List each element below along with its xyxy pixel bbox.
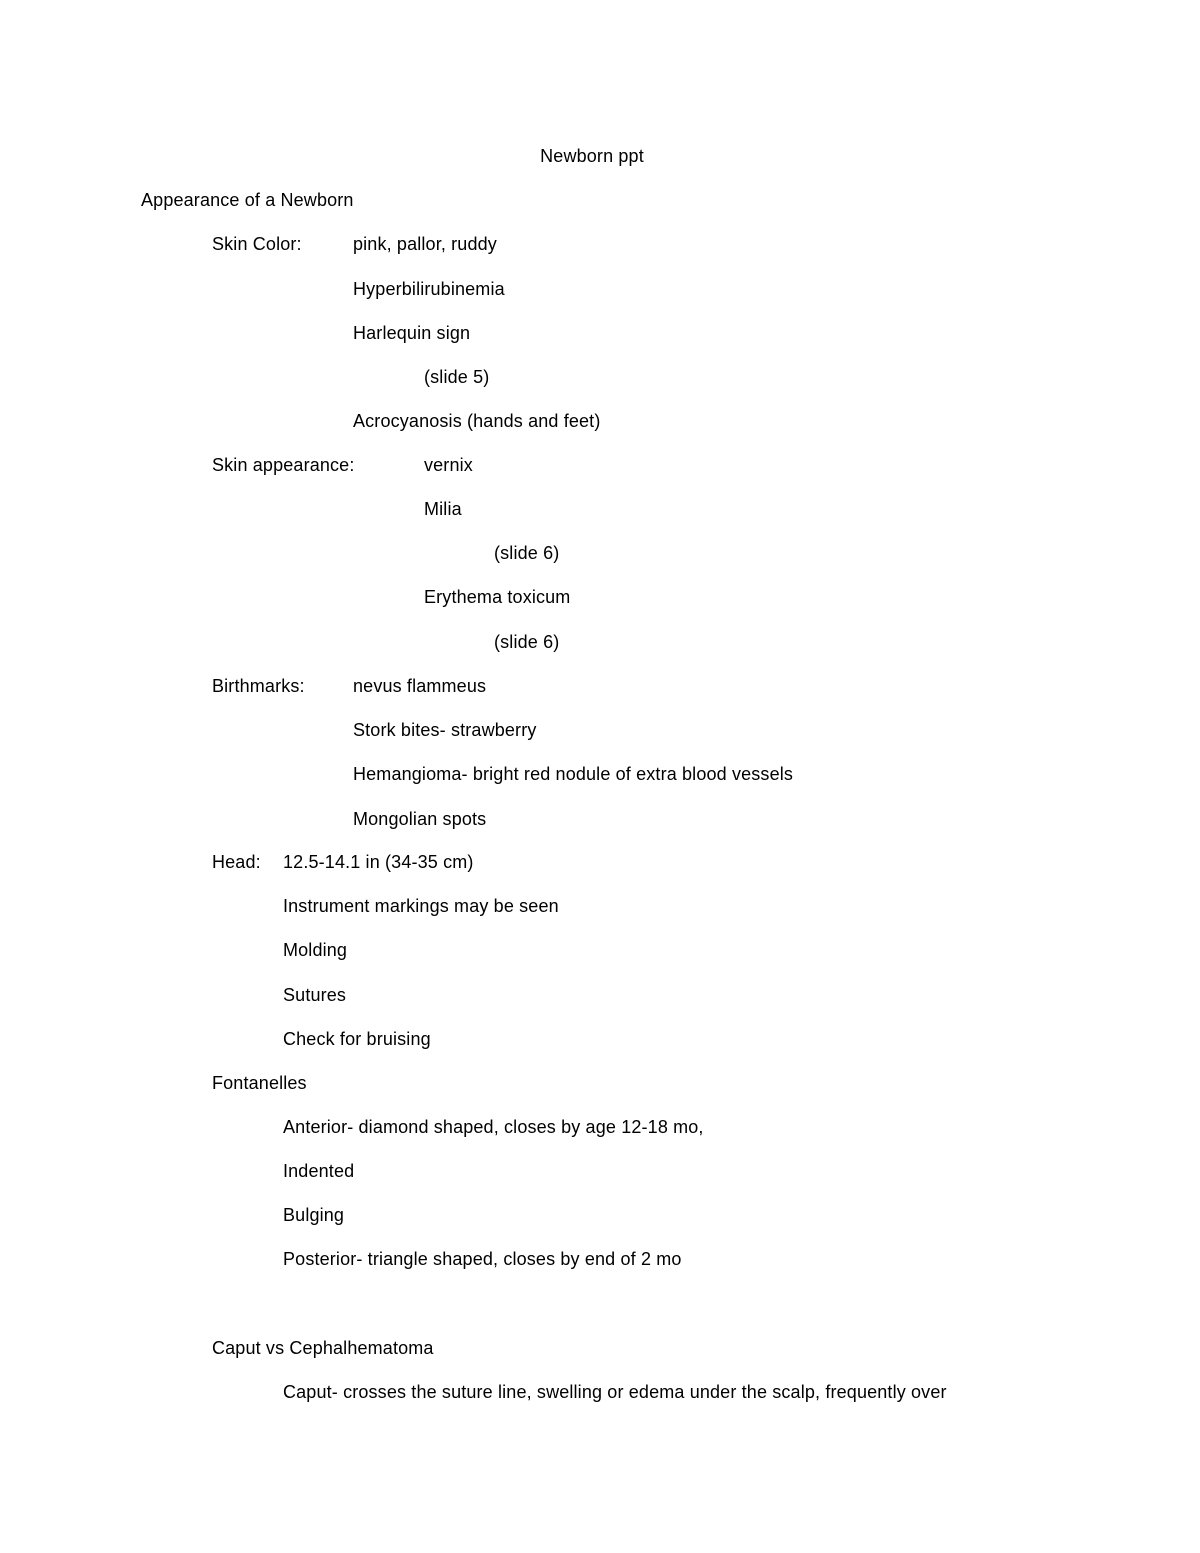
head-item: Molding — [283, 940, 348, 960]
birthmarks-value: nevus flammeus — [353, 676, 487, 696]
skin-color-item: Acrocyanosis (hands and feet) — [353, 411, 601, 431]
fontanelles-label: Fontanelles — [212, 1073, 307, 1093]
skin-appearance-value: vernix — [424, 455, 473, 475]
skin-color-value: pink, pallor, ruddy — [353, 234, 497, 254]
skin-appearance-label: Skin appearance: — [212, 455, 355, 475]
birthmarks-label: Birthmarks: — [212, 676, 305, 696]
fontanelles-item: Indented — [283, 1161, 355, 1181]
head-item: Check for bruising — [283, 1029, 431, 1049]
section-heading: Appearance of a Newborn — [141, 190, 354, 210]
skin-color-item: Harlequin sign — [353, 323, 471, 343]
document-title: Newborn ppt — [540, 146, 644, 166]
skin-appearance-item: Erythema toxicum — [424, 587, 571, 607]
slide-reference: (slide 6) — [494, 543, 560, 563]
skin-color-item: Hyperbilirubinemia — [353, 279, 505, 299]
head-label: Head: — [212, 852, 261, 872]
birthmarks-item: Stork bites- strawberry — [353, 720, 537, 740]
fontanelles-item: Anterior- diamond shaped, closes by age 12-18 mo, — [283, 1117, 704, 1137]
birthmarks-item: Mongolian spots — [353, 809, 487, 829]
head-item: Instrument markings may be seen — [283, 896, 559, 916]
slide-reference: (slide 6) — [494, 632, 560, 652]
skin-appearance-item: Milia — [424, 499, 462, 519]
slide-reference: (slide 5) — [424, 367, 490, 387]
head-value: 12.5-14.1 in (34-35 cm) — [283, 852, 474, 872]
head-item: Sutures — [283, 985, 347, 1005]
caput-item: Caput- crosses the suture line, swelling or edema under the scalp, frequently over — [283, 1382, 947, 1402]
fontanelles-item: Posterior- triangle shaped, closes by end of 2 mo — [283, 1249, 682, 1269]
fontanelles-item: Bulging — [283, 1205, 345, 1225]
caput-label: Caput vs Cephalhematoma — [212, 1338, 434, 1358]
birthmarks-item: Hemangioma- bright red nodule of extra blood vessels — [353, 764, 794, 784]
skin-color-label: Skin Color: — [212, 234, 302, 254]
